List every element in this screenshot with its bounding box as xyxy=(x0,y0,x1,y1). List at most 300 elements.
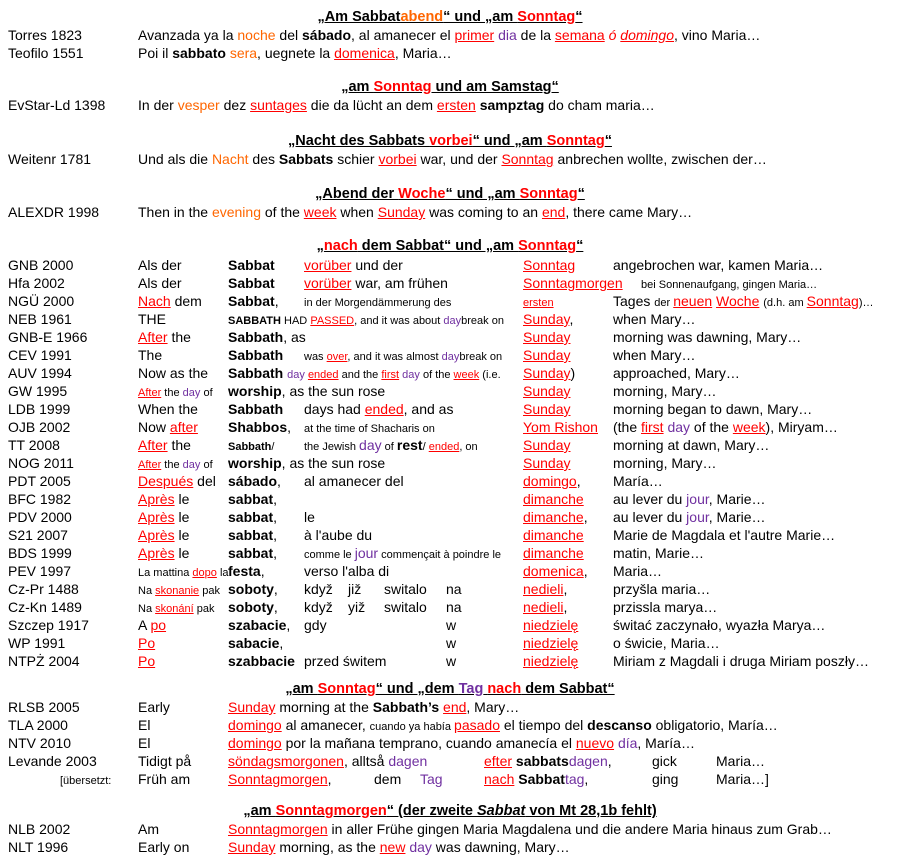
text-segment: OJB 2002 xyxy=(8,419,71,435)
verse-fragment xyxy=(613,490,766,508)
text-segment: Sabbat xyxy=(228,275,275,291)
text-segment: Sonntagmorgen xyxy=(275,803,387,819)
text-segment: pak xyxy=(199,585,220,597)
text-segment: and the xyxy=(338,369,382,381)
verse-fragment xyxy=(484,770,588,788)
text-segment: Weitenr 1781 xyxy=(8,151,92,167)
text-segment: semana xyxy=(554,27,605,43)
text-segment: descanso xyxy=(587,717,652,733)
text-segment: LDB 1999 xyxy=(8,401,71,417)
text-segment: the xyxy=(167,437,191,453)
text-segment: day xyxy=(359,437,382,453)
text-segment: , xyxy=(277,473,281,489)
text-segment: dopo xyxy=(192,567,217,579)
text-segment: was xyxy=(304,351,327,363)
text-segment: au lever du xyxy=(613,509,687,525)
text-segment: Sunday xyxy=(523,311,570,327)
text-segment: und der xyxy=(351,257,403,273)
verse-fragment xyxy=(228,400,283,418)
translation-row xyxy=(0,418,900,436)
text-segment: , Marie… xyxy=(708,509,766,525)
text-segment: morning was dawning, Mary… xyxy=(613,329,802,345)
text-segment: La mattina xyxy=(138,567,193,579)
verse-fragment xyxy=(523,256,575,274)
verse-fragment xyxy=(652,752,677,770)
text-segment: Nach xyxy=(138,293,171,309)
verse-fragment xyxy=(228,310,504,330)
verse-fragment xyxy=(613,472,663,490)
verse-fragment xyxy=(228,364,501,384)
text-segment: After xyxy=(138,459,162,471)
text-segment: Sunday xyxy=(523,329,571,345)
text-segment: Sabbat xyxy=(228,293,275,309)
verse-fragment xyxy=(523,454,570,472)
text-segment: die da lücht an dem xyxy=(306,97,437,113)
text-segment: na xyxy=(446,581,462,597)
text-segment: war, am frühen xyxy=(351,275,448,291)
text-segment: morning began to dawn, Mary… xyxy=(613,401,813,417)
verse-fragment xyxy=(613,292,874,312)
verse-fragment xyxy=(228,580,278,598)
version-label xyxy=(8,716,68,734)
text-segment: GNB 2000 xyxy=(8,257,74,273)
text-segment: dem xyxy=(374,771,402,787)
text-segment: of xyxy=(200,387,213,399)
text-segment: break on xyxy=(459,351,503,363)
translation-row xyxy=(0,752,900,770)
verse-fragment xyxy=(523,508,588,526)
text-segment: , on xyxy=(459,441,478,453)
verse-fragment xyxy=(523,472,581,490)
verse-fragment xyxy=(652,770,678,788)
text-segment: domenica xyxy=(523,563,584,579)
verse-fragment xyxy=(228,616,290,634)
verse-fragment xyxy=(138,544,189,562)
text-segment: Sonntag xyxy=(317,681,376,697)
text-segment: w xyxy=(446,635,457,651)
verse-fragment xyxy=(716,770,769,788)
text-segment: Cz-Pr 1488 xyxy=(8,581,79,597)
verse-fragment xyxy=(716,752,765,770)
text-segment: Après xyxy=(138,545,175,561)
text-segment: El xyxy=(138,735,151,751)
text-segment: “ xyxy=(604,133,612,149)
text-segment: day xyxy=(182,459,201,471)
text-segment: week xyxy=(732,419,766,435)
verse-fragment xyxy=(523,400,570,418)
verse-fragment xyxy=(228,544,277,562)
text-segment: Poi il xyxy=(138,45,173,61)
verse-fragment xyxy=(304,508,315,526)
verse-fragment xyxy=(304,418,435,438)
text-segment: comme le xyxy=(304,549,355,561)
text-segment: angebrochen war, kamen Maria… xyxy=(613,257,824,273)
verse-fragment xyxy=(138,203,692,221)
verse-fragment xyxy=(446,580,462,598)
verse-fragment xyxy=(138,328,191,346)
text-segment: Marie de Magdala et l'autre Marie… xyxy=(613,527,836,543)
text-segment: la xyxy=(216,567,229,579)
verse-fragment xyxy=(304,580,333,598)
verse-fragment xyxy=(613,508,766,526)
text-segment: when Mary… xyxy=(613,311,696,327)
text-segment: CEV 1991 xyxy=(8,347,72,363)
text-segment: , xyxy=(287,419,292,435)
text-segment: pak xyxy=(193,603,215,615)
text-segment: Now as the xyxy=(138,365,209,381)
translation-row xyxy=(0,526,900,544)
translation-row xyxy=(0,328,900,346)
text-segment: worship xyxy=(228,383,282,399)
text-segment: of xyxy=(381,441,397,453)
version-label xyxy=(8,203,99,221)
text-segment: TT 2008 xyxy=(8,437,60,453)
text-segment: in aller Frühe gingen Maria Magdalena und die andere Maria hinaus zum Grab… xyxy=(327,821,832,837)
text-segment: noche xyxy=(237,27,276,43)
text-segment: Po xyxy=(138,635,156,651)
text-segment: day xyxy=(287,369,305,381)
text-segment: „Nacht des Sabbats xyxy=(288,133,430,149)
version-label xyxy=(8,346,72,364)
version-label xyxy=(8,634,65,652)
text-segment: sabacie xyxy=(228,635,280,651)
text-segment: , xyxy=(279,635,284,651)
text-segment: „am xyxy=(285,681,318,697)
verse-fragment xyxy=(138,770,190,788)
verse-fragment xyxy=(304,616,327,634)
text-segment: yiž xyxy=(348,599,366,615)
text-segment: szabbacie xyxy=(228,653,295,669)
version-label xyxy=(8,256,73,274)
text-segment: vorbei xyxy=(378,151,417,167)
text-segment: switalo xyxy=(384,599,427,615)
text-segment: first xyxy=(641,419,664,435)
text-segment: In der xyxy=(138,97,178,113)
text-segment: Avanzada ya la xyxy=(138,27,238,43)
verse-fragment xyxy=(138,472,216,490)
text-segment: efter xyxy=(484,753,513,769)
text-segment: was dawning, Mary… xyxy=(431,839,570,855)
text-segment: , vino Maria… xyxy=(674,27,761,43)
version-label xyxy=(8,292,74,310)
verse-fragment xyxy=(420,770,443,788)
verse-fragment xyxy=(523,382,570,400)
text-segment: jour xyxy=(686,491,709,507)
section-heading xyxy=(0,680,900,698)
version-label xyxy=(8,490,71,508)
text-segment: , alltså xyxy=(343,753,389,769)
text-segment: day xyxy=(667,419,691,435)
text-segment: was coming to an xyxy=(425,204,542,220)
text-segment: Early on xyxy=(138,839,190,855)
text-segment: neuen xyxy=(673,293,713,309)
text-segment: “ und „am xyxy=(445,186,520,202)
text-segment: break on xyxy=(461,315,504,327)
text-segment: vesper xyxy=(177,97,220,113)
text-segment: , xyxy=(576,473,581,489)
text-segment: after xyxy=(169,419,198,435)
text-segment: “ xyxy=(575,9,583,25)
text-segment: when xyxy=(336,204,378,220)
text-segment: sabbat xyxy=(228,527,274,543)
text-segment: ) xyxy=(570,365,576,381)
text-segment: Teofilo 1551 xyxy=(8,45,84,61)
verse-fragment xyxy=(613,652,869,670)
text-segment: (d.h. am xyxy=(763,297,807,309)
translation-row xyxy=(0,580,900,598)
text-segment: skonanie xyxy=(155,585,200,597)
text-segment: morning, Mary… xyxy=(613,383,717,399)
text-segment: NOG 2011 xyxy=(8,455,74,471)
text-segment: Sunday xyxy=(523,437,571,453)
text-segment: „am xyxy=(243,803,276,819)
text-segment: , xyxy=(327,771,332,787)
verse-fragment xyxy=(613,256,823,274)
text-segment: week xyxy=(453,369,480,381)
text-segment: Nacht xyxy=(211,151,249,167)
text-segment: Après xyxy=(138,527,175,543)
text-segment: Cz-Kn 1489 xyxy=(8,599,82,615)
text-segment: / xyxy=(422,441,429,453)
text-segment: , and it was almost xyxy=(347,351,442,363)
text-segment: over xyxy=(326,351,348,363)
text-segment: Sunday xyxy=(228,699,276,715)
text-segment: au lever du xyxy=(613,491,687,507)
text-segment: sabbat xyxy=(228,509,274,525)
text-segment: à l'aube du xyxy=(304,527,373,543)
translation-row xyxy=(0,400,900,418)
verse-fragment xyxy=(523,634,578,652)
verse-fragment xyxy=(138,256,182,274)
text-segment: Tag xyxy=(458,681,484,697)
text-segment: evening xyxy=(211,204,261,220)
text-segment: ersten xyxy=(436,97,476,113)
text-segment: por la mañana temprano, cuando amanecía el xyxy=(281,735,576,751)
verse-fragment xyxy=(138,580,220,600)
translation-row xyxy=(0,44,900,62)
version-label xyxy=(60,770,111,790)
text-segment: abend xyxy=(400,9,444,25)
section-heading xyxy=(0,802,900,820)
text-segment: Sunday xyxy=(377,204,426,220)
text-segment: After xyxy=(138,329,168,345)
version-label xyxy=(8,454,74,472)
version-label xyxy=(8,382,67,400)
text-segment: niedzielę xyxy=(523,653,579,669)
text-segment: Sonntag xyxy=(517,9,576,25)
version-label xyxy=(8,734,71,752)
text-segment: morning at the xyxy=(275,699,373,715)
text-segment: PDT 2005 xyxy=(8,473,71,489)
verse-fragment xyxy=(228,820,832,838)
translation-row xyxy=(0,734,900,752)
text-segment: przyšla maria… xyxy=(613,581,711,597)
text-segment: , xyxy=(273,527,278,543)
text-segment: Sonntag xyxy=(806,293,859,309)
text-segment: dimanche xyxy=(523,509,584,525)
section-heading xyxy=(0,185,900,203)
verse-fragment xyxy=(228,598,278,616)
text-segment: approached, Mary… xyxy=(613,365,740,381)
text-segment: le xyxy=(174,509,190,525)
verse-fragment xyxy=(613,616,825,634)
verse-fragment xyxy=(304,652,386,670)
verse-fragment xyxy=(138,382,213,402)
translation-row xyxy=(0,364,900,382)
text-segment: , there came Mary… xyxy=(565,204,693,220)
text-segment: Sunday xyxy=(523,401,571,417)
verse-fragment xyxy=(523,274,623,292)
verse-fragment xyxy=(228,716,778,736)
translation-row xyxy=(0,838,900,856)
section-heading xyxy=(0,237,900,255)
text-segment: Sonntag xyxy=(373,79,432,95)
text-segment: Na xyxy=(138,603,156,615)
text-segment: , xyxy=(273,581,278,597)
text-segment: když xyxy=(304,581,333,597)
version-label xyxy=(8,598,82,616)
verse-fragment xyxy=(613,418,838,436)
verse-fragment xyxy=(138,820,159,838)
text-segment: Now xyxy=(138,419,170,435)
text-segment: Levande 2003 xyxy=(8,753,97,769)
text-segment: the xyxy=(161,459,183,471)
text-segment: ersten xyxy=(523,297,554,309)
version-label xyxy=(8,26,82,44)
section-heading xyxy=(0,78,900,96)
text-segment: domingo xyxy=(620,27,674,43)
verse-fragment xyxy=(228,472,281,490)
text-segment: worship xyxy=(228,455,282,471)
verse-fragment xyxy=(523,418,598,436)
version-label xyxy=(8,752,97,770)
verse-fragment xyxy=(523,526,584,544)
text-segment: Sabbat xyxy=(518,771,565,787)
text-segment: nedieli xyxy=(523,599,564,615)
text-segment: sabbat xyxy=(228,545,274,561)
translation-row xyxy=(0,454,900,472)
verse-fragment xyxy=(228,274,275,292)
version-label xyxy=(8,96,105,114)
text-segment: niedzielę xyxy=(523,617,579,633)
text-segment: Sabbath xyxy=(228,329,284,345)
translation-row xyxy=(0,820,900,838)
text-segment: Sonntag xyxy=(523,257,576,273)
text-segment: Szczep 1917 xyxy=(8,617,89,633)
verse-fragment xyxy=(228,346,283,364)
text-segment: le xyxy=(174,545,190,561)
text-segment: in der Morgendämmerung des xyxy=(304,297,452,309)
text-segment: of the xyxy=(419,369,454,381)
text-segment: Sonntag xyxy=(501,151,554,167)
verse-fragment xyxy=(523,652,578,670)
verse-fragment xyxy=(138,838,189,856)
text-segment: gick xyxy=(652,753,677,769)
text-segment: Tidigt på xyxy=(138,753,192,769)
text-segment: na xyxy=(446,599,462,615)
text-segment: sampztag xyxy=(479,97,545,113)
text-segment: domenica xyxy=(334,45,395,61)
version-label xyxy=(8,400,70,418)
verse-fragment xyxy=(228,526,277,544)
text-segment: SABBATH xyxy=(228,315,281,327)
verse-fragment xyxy=(228,562,265,580)
text-segment: GNB-E 1966 xyxy=(8,329,88,345)
verse-fragment xyxy=(138,698,170,716)
verse-fragment xyxy=(446,634,456,652)
text-segment: von Mt 28,1b fehlt) xyxy=(525,803,657,819)
text-segment: Después xyxy=(138,473,194,489)
text-segment: ended xyxy=(428,441,460,453)
text-segment: nedieli xyxy=(523,581,564,597)
text-segment: nach xyxy=(323,238,358,254)
version-label xyxy=(8,544,72,562)
text-segment: dia xyxy=(498,27,517,43)
text-segment: “ (der zweite xyxy=(386,803,477,819)
text-segment: bei Sonnenaufgang, gingen Maria… xyxy=(641,279,818,291)
text-segment: at the time of Shacharis on xyxy=(304,423,435,435)
text-segment: ), Miryam… xyxy=(765,419,838,435)
verse-fragment xyxy=(348,580,361,598)
text-segment: When the xyxy=(138,401,198,417)
verse-fragment xyxy=(523,346,570,364)
verse-fragment xyxy=(228,454,385,472)
text-segment: Maria…] xyxy=(716,771,769,787)
text-segment: , xyxy=(286,617,291,633)
verse-fragment xyxy=(138,734,150,752)
text-segment: dem Sabbat“ xyxy=(521,681,615,697)
verse-fragment xyxy=(228,752,427,770)
text-segment: , xyxy=(273,599,278,615)
verse-fragment xyxy=(228,436,274,456)
verse-fragment xyxy=(523,490,584,508)
text-segment: skonání xyxy=(155,603,194,615)
version-label xyxy=(8,150,91,168)
verse-fragment xyxy=(523,580,567,598)
text-segment: „ xyxy=(316,238,324,254)
text-segment: switalo xyxy=(384,581,427,597)
version-label xyxy=(8,274,65,292)
verse-fragment xyxy=(613,598,717,616)
text-segment: Hfa 2002 xyxy=(8,275,65,291)
verse-fragment xyxy=(138,752,191,770)
text-segment: , and it was about xyxy=(354,315,444,327)
text-segment: , xyxy=(260,563,265,579)
text-segment: Als der xyxy=(138,275,182,291)
text-segment: sabbato xyxy=(172,45,226,61)
verse-fragment xyxy=(613,400,812,418)
text-segment: Na xyxy=(138,585,156,597)
translation-row xyxy=(0,652,900,670)
text-segment: tag xyxy=(564,771,585,787)
text-segment: po xyxy=(150,617,167,633)
text-segment: dimanche xyxy=(523,545,584,561)
text-segment: the xyxy=(167,329,191,345)
text-segment: Sonntagmorgen xyxy=(228,771,328,787)
text-segment: end xyxy=(541,204,566,220)
text-segment: dem xyxy=(170,293,202,309)
verse-fragment xyxy=(348,598,365,616)
verse-fragment xyxy=(228,328,306,346)
text-segment: A xyxy=(138,617,151,633)
text-segment: days had xyxy=(304,401,365,417)
text-segment: al amanecer del xyxy=(304,473,404,489)
translation-row xyxy=(0,96,900,114)
text-segment: „Am Sabbat xyxy=(317,9,401,25)
text-segment: war, und der xyxy=(416,151,502,167)
verse-fragment xyxy=(138,274,182,292)
translation-row xyxy=(0,598,900,616)
